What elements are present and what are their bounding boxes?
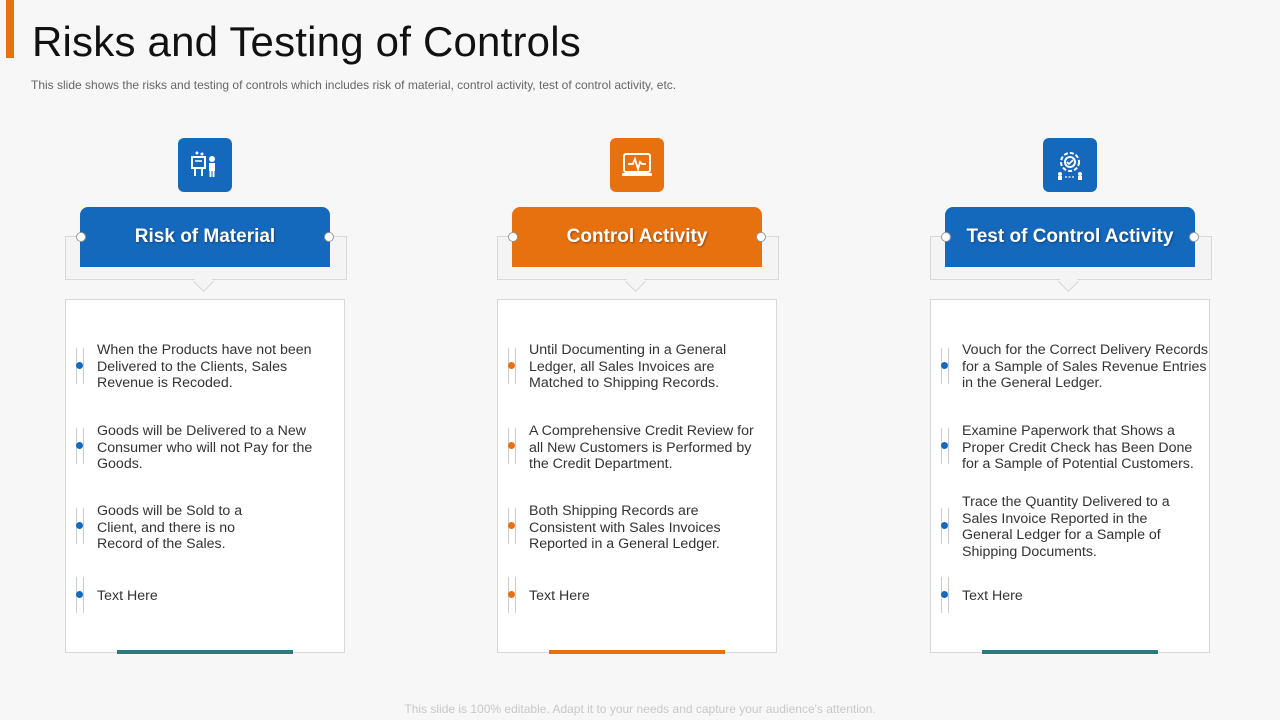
bullet-text: Text Here <box>97 588 158 604</box>
bullet-text: Until Documenting in a General Ledger, all Sales Invoices are Matched to Shipping Records. <box>529 342 727 392</box>
card-bottom-bar <box>982 650 1158 654</box>
connector-dot <box>508 232 518 242</box>
bullet-dot <box>941 591 948 598</box>
bullet-text: Trace the Quantity Delivered to a Sales Invoice Reported in the General Ledger for a Sample of Shipping Documents. <box>962 494 1170 560</box>
bullet-dot <box>76 522 83 529</box>
connector-dot <box>1189 232 1199 242</box>
bullet-dot <box>508 362 515 369</box>
bullet-text: Examine Paperwork that Shows a Proper Credit Check has Been Done for a Sample of Potential Customers. <box>962 423 1194 473</box>
bullet-dot <box>508 522 515 529</box>
title-accent-bar <box>6 0 14 58</box>
bullet-card <box>930 299 1210 653</box>
bullet-dot <box>76 362 83 369</box>
bullet-text: A Comprehensive Credit Review for all New Customers is Performed by the Credit Department. <box>529 423 754 473</box>
bullet-card <box>65 299 345 653</box>
bullet-text: Goods will be Sold to a Client, and there is no Record of the Sales. <box>97 503 243 553</box>
presentation-icon <box>178 138 232 192</box>
connector-dot <box>756 232 766 242</box>
connector-dot <box>941 232 951 242</box>
connector-dot <box>324 232 334 242</box>
bullet-text: When the Products have not been Delivered to the Clients, Sales Revenue is Recoded. <box>97 342 312 392</box>
connector-dot <box>76 232 86 242</box>
bullet-dot <box>508 442 515 449</box>
bullet-text: Vouch for the Correct Delivery Records for a Sample of Sales Revenue Entries in the General Ledger. <box>962 342 1209 392</box>
bullet-dot <box>941 522 948 529</box>
slide-subtitle: This slide shows the risks and testing of controls which includes risk of material, control activity, test of control activity, etc. <box>31 78 677 92</box>
bullet-card <box>497 299 777 653</box>
bullet-dot <box>76 442 83 449</box>
bullet-text: Text Here <box>529 588 590 604</box>
monitor-pulse-icon <box>610 138 664 192</box>
slide-title: Risks and Testing of Controls <box>32 18 581 65</box>
bullet-dot <box>941 362 948 369</box>
bullet-dot <box>941 442 948 449</box>
card-bottom-bar <box>549 650 725 654</box>
team-gear-icon <box>1043 138 1097 192</box>
column-heading: Test of Control Activity <box>945 207 1195 267</box>
bullet-text: Goods will be Delivered to a New Consumer who will not Pay for the Goods. <box>97 423 313 473</box>
bullet-dot <box>508 591 515 598</box>
bullet-text: Text Here <box>962 588 1023 604</box>
bullet-dot <box>76 591 83 598</box>
column-heading: Risk of Material <box>80 207 330 267</box>
column-heading: Control Activity <box>512 207 762 267</box>
card-bottom-bar <box>117 650 293 654</box>
bullet-text: Both Shipping Records are Consistent with Sales Invoices Reported in a General Ledger. <box>529 503 721 553</box>
footer-note: This slide is 100% editable. Adapt it to your needs and capture your audience's attention. <box>404 702 876 716</box>
